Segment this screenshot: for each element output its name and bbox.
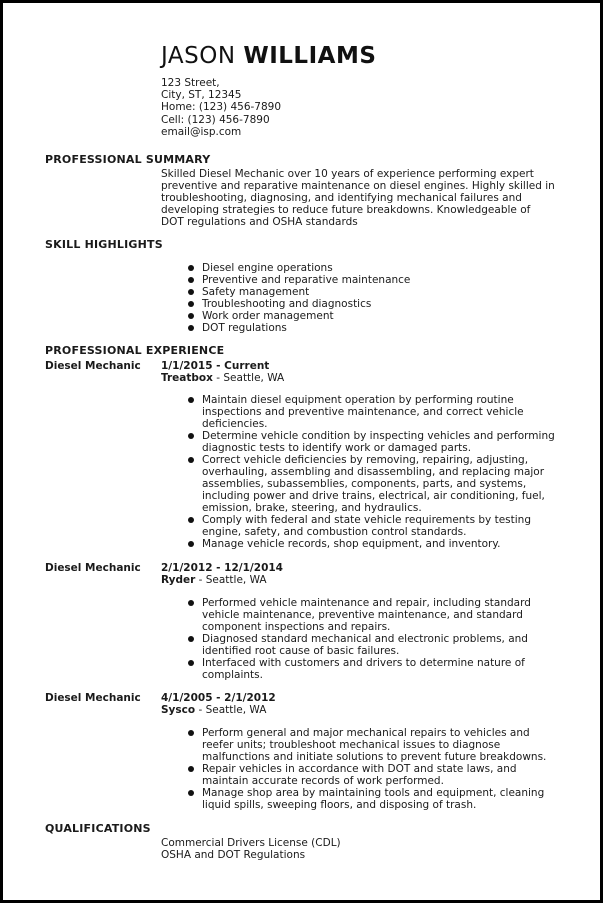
duty-line: including power and drive trains, electrical, air conditioning, fuel, [202,490,545,502]
summary-line: developing strategies to reduce future breakdowns. Knowledgeable of [161,204,531,216]
skill-item: DOT regulations [186,322,571,334]
duty-line: liquid spills, sweeping floors, and disposing of trash. [202,799,477,811]
duty-line: Manage vehicle records, shop equipment, and inventory. [202,538,501,550]
job-dates: 2/1/2012 - 12/1/2014 [161,562,283,574]
company-name: Ryder [161,574,196,586]
duty-line: Interfaced with customers and drivers to determine nature of [202,657,525,669]
duty-line: complaints. [202,669,263,681]
duty-item [186,597,571,633]
duty-line: Performed vehicle maintenance and repair, including standard [202,597,531,609]
skills-list [186,262,571,334]
duty-line: Determine vehicle condition by inspecting vehicles and performing [202,430,555,442]
duty-line: emission, brake, steering, and hydraulics. [202,502,422,514]
job-duties [186,727,571,811]
duty-line: engine, safety, and combustion control standards. [202,526,467,538]
skill-item: Troubleshooting and diagnostics [186,298,571,310]
qualifications-list [161,837,571,861]
duty-line: Perform general and major mechanical repairs to vehicles and [202,727,530,739]
duty-item [186,727,571,763]
duty-line: component inspections and repairs. [202,621,391,633]
duty-line: reefer units; troubleshoot mechanical issues to diagnose [202,739,501,751]
contact-street: 123 Street, [161,77,220,89]
duty-item [186,657,571,681]
skills-heading: SKILL HIGHLIGHTS [45,238,163,251]
job-employer [161,372,284,384]
duty-line: inspections and preventive maintenance, and correct vehicle [202,406,524,418]
job-duties [186,597,571,681]
duty-item [186,430,571,454]
skill-item: Preventive and reparative maintenance [186,274,571,286]
job-employer [161,574,267,586]
summary-line: Skilled Diesel Mechanic over 10 years of experience performing expert [161,168,534,180]
skill-item: Work order management [186,310,571,322]
duty-line: overhauling, assembling and disassembling, and replacing major [202,466,545,478]
duty-line: maintain accurate records of work performed. [202,775,444,787]
summary-line: troubleshooting, diagnosing, and identifying mechanical failures and [161,192,522,204]
job-dates: 1/1/2015 - Current [161,360,270,372]
duty-item [186,538,571,550]
company-location: - Seattle, WA [212,372,285,384]
duty-item [186,454,571,514]
duty-item [186,633,571,657]
contact-city: City, ST, 12345 [161,89,242,102]
duty-line: Repair vehicles in accordance with DOT and state laws, and [202,763,517,775]
duty-line: Manage shop area by maintaining tools and equipment, cleaning [202,787,545,799]
duty-line: Diagnosed standard mechanical and electronic problems, and [202,633,528,645]
candidate-name [161,43,376,69]
summary-text [161,168,571,228]
duty-line: Comply with federal and state vehicle requirements by testing [202,514,531,526]
duty-line: Maintain diesel equipment operation by performing routine [202,394,514,406]
duty-line: deficiencies. [202,418,268,430]
contact-cell-phone: Cell: (123) 456-7890 [161,113,270,126]
summary-heading: PROFESSIONAL SUMMARY [45,153,211,166]
summary-line: preventive and reparative maintenance on diesel engines. Highly skilled in [161,180,555,192]
job-title: Diesel Mechanic [45,360,141,372]
duty-line: malfunctions and initiate solutions to prevent future breakdowns. [202,751,547,763]
qualifications-heading: QUALIFICATIONS [45,822,151,835]
duty-item [186,787,571,811]
job-duties [186,394,571,550]
duty-item [186,763,571,787]
company-location: - Seattle, WA [195,704,267,716]
duty-line: Correct vehicle deficiencies by removing, repairing, adjusting, [202,454,529,466]
contact-home-phone: Home: (123) 456-7890 [161,101,282,114]
job-dates: 4/1/2005 - 2/1/2012 [161,692,276,704]
qualification-item: OSHA and DOT Regulations [161,849,306,861]
duty-line: vehicle maintenance, preventive maintenance, and standard [202,609,523,621]
last-name: WILLIAMS [243,43,377,69]
job-employer [161,704,266,716]
duty-line: assemblies, subassemblies, components, parts, and systems, [202,478,527,490]
contact-info [161,77,281,138]
company-name: Treatbox [161,372,213,384]
summary-line: DOT regulations and OSHA standards [161,216,358,228]
duty-line: diagnostic tests to identify work or damaged parts. [202,442,472,454]
company-name: Sysco [161,704,196,716]
contact-email: email@isp.com [161,125,242,138]
skill-item: Diesel engine operations [186,262,571,274]
duty-item [186,514,571,538]
first-name: JASON [161,43,236,69]
company-location: - Seattle, WA [195,574,267,586]
duty-item [186,394,571,430]
job-title: Diesel Mechanic [45,562,141,574]
qualification-item: Commercial Drivers License (CDL) [161,837,341,849]
job-title: Diesel Mechanic [45,692,141,704]
duty-line: identified root cause of basic failures. [202,645,400,657]
skill-item: Safety management [186,286,571,298]
experience-heading: PROFESSIONAL EXPERIENCE [45,344,225,357]
